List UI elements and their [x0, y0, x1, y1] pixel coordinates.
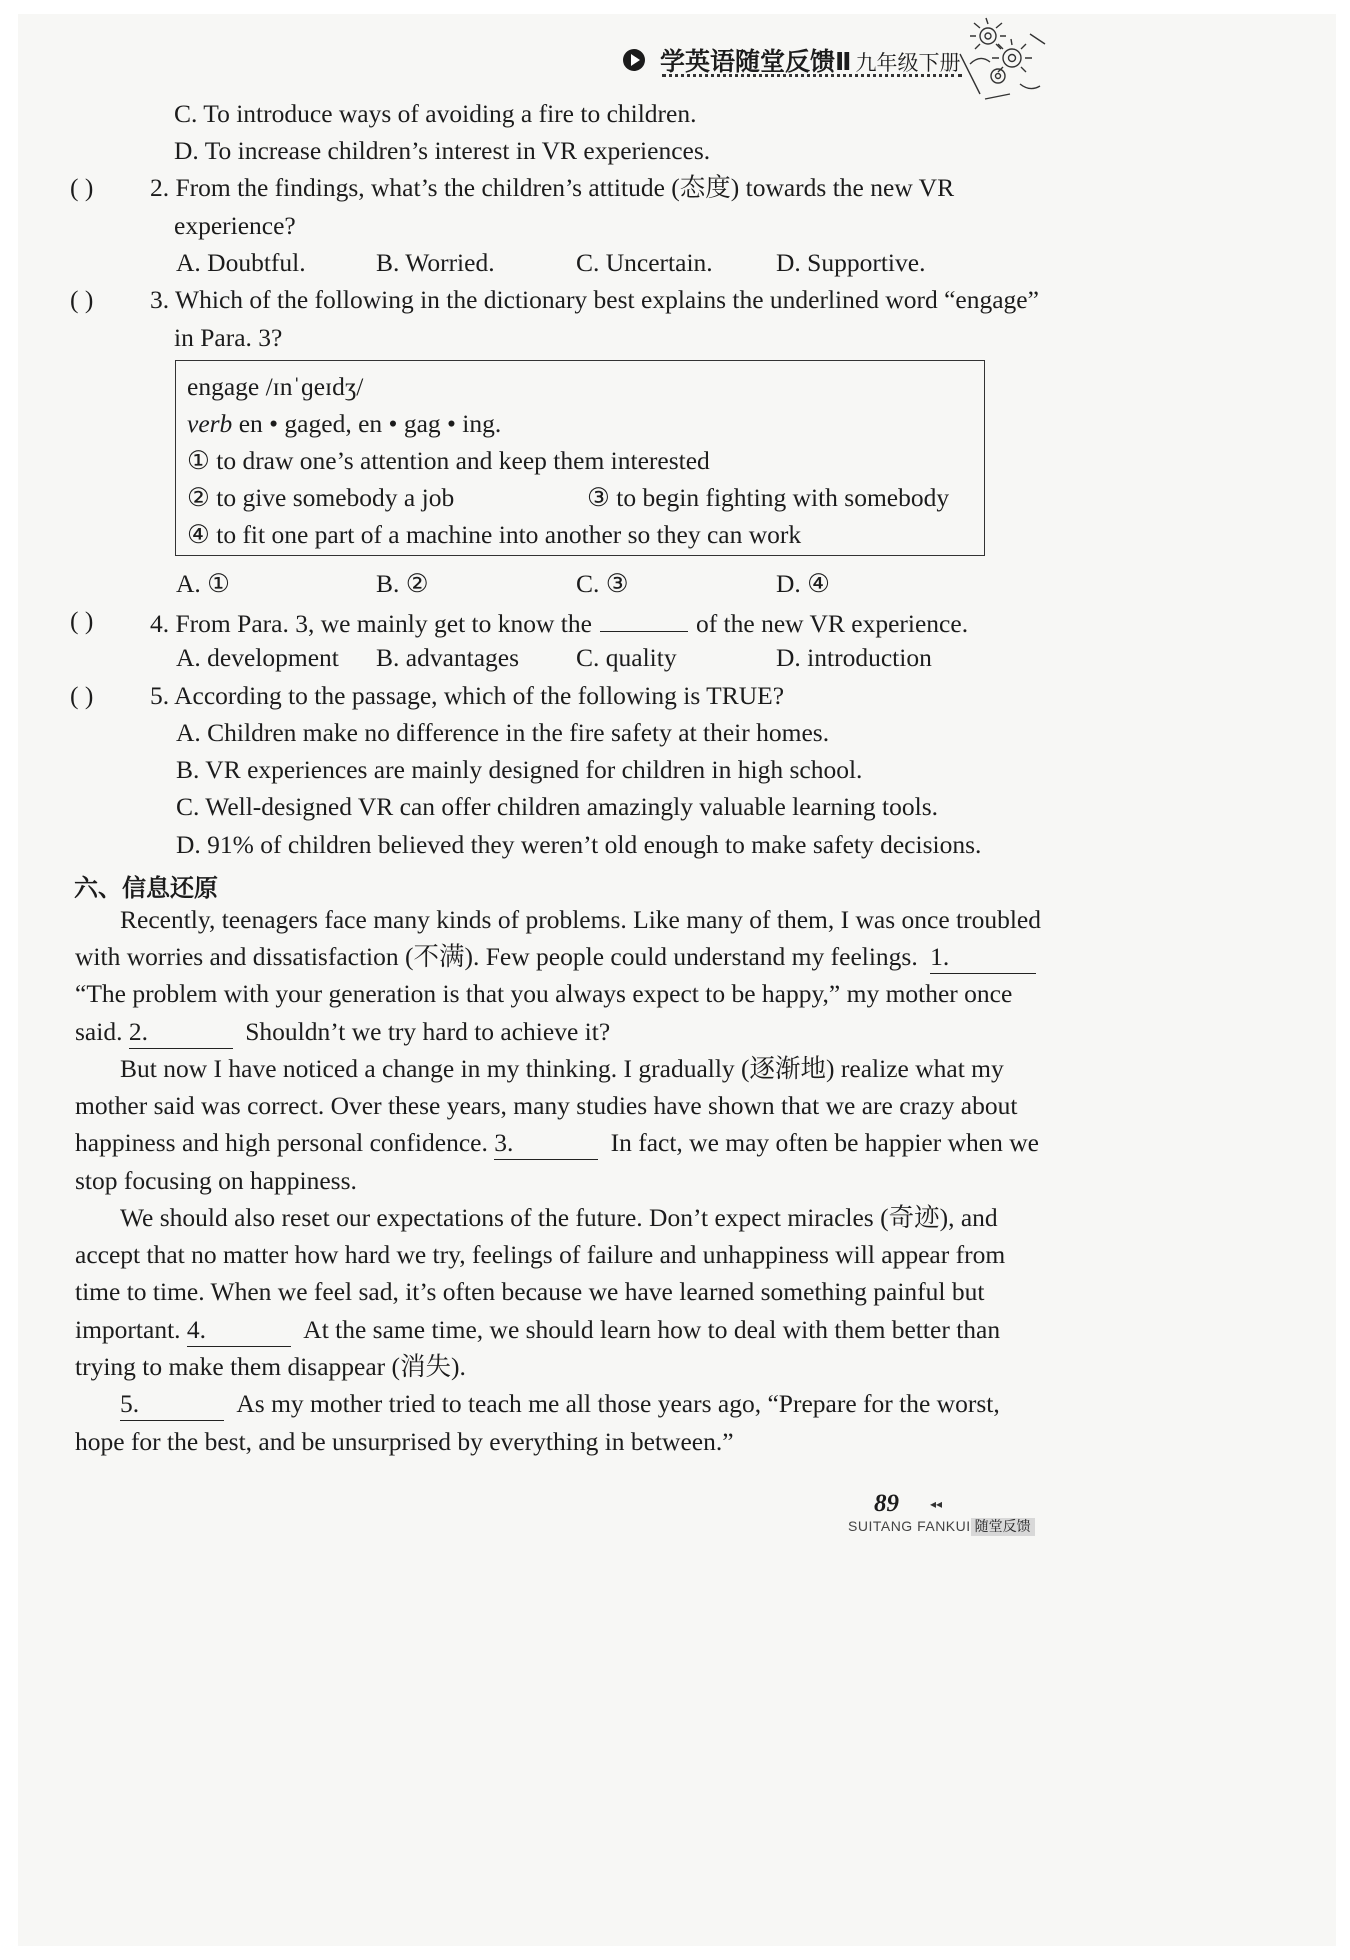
footer-brand-cn: 随堂反馈 [971, 1518, 1035, 1536]
q2-option-c[interactable]: C. Uncertain. [576, 248, 713, 277]
answer-bracket-q5[interactable]: ( ) [70, 681, 94, 710]
question-4-text-pre: 4. From Para. 3, we mainly get to know the [150, 609, 592, 638]
passage-line: stop focusing on happiness. [75, 1166, 357, 1195]
section-heading: 六、信息还原 [74, 874, 218, 902]
dictionary-sense-2: ② to give somebody a job [187, 483, 455, 512]
passage-line: trying to make them disappear (消失). [75, 1352, 466, 1381]
question-3-text-cont: in Para. 3? [174, 323, 283, 352]
question-4-blank[interactable] [600, 605, 688, 632]
dictionary-sense-4: ④ to fit one part of a machine into another so they can work [187, 520, 802, 549]
header-dotted-line [662, 74, 962, 77]
blank-3-number: 3. [494, 1128, 514, 1157]
blank-5[interactable] [120, 1388, 224, 1421]
footer-brand [848, 1516, 1035, 1536]
passage-line: hope for the best, and be unsurprised by everything in between.” [75, 1427, 734, 1456]
blank-4-number: 4. [186, 1315, 207, 1344]
q5-option-a[interactable]: A. Children make no difference in the fire safety at their homes. [176, 718, 830, 747]
q3-option-a[interactable]: A. ① [176, 569, 231, 598]
header-grade: 九年级下册 [855, 51, 961, 75]
dictionary-forms [187, 408, 501, 440]
q4-option-c[interactable]: C. quality [576, 643, 677, 672]
passage-text: important. [75, 1315, 181, 1344]
passage-line [75, 1314, 1000, 1347]
passage-text: happiness and high personal confidence. [75, 1128, 488, 1157]
question-3-text: 3. Which of the following in the dictionary best explains the underlined word “engage” [150, 285, 1039, 314]
dictionary-pos: verb [187, 409, 233, 438]
passage-text: Shouldn’t we try hard to achieve it? [245, 1017, 611, 1046]
passage-line [75, 1016, 610, 1049]
answer-bracket-q2[interactable]: ( ) [70, 173, 94, 202]
question-5-text: 5. According to the passage, which of the following is TRUE? [150, 681, 785, 710]
answer-bracket-q4[interactable]: ( ) [70, 606, 94, 635]
question-4-text [150, 605, 968, 640]
q5-option-b[interactable]: B. VR experiences are mainly designed for children in high school. [176, 755, 863, 784]
passage-line: accept that no matter how hard we try, feelings of failure and unhappiness will appear from [75, 1240, 1006, 1269]
question-2-text: 2. From the findings, what’s the children’s attitude (态度) towards the new VR [150, 173, 955, 202]
passage-line: mother said was correct. Over these years, many studies have shown that we are crazy about [75, 1091, 1018, 1120]
blank-2-number: 2. [128, 1017, 148, 1046]
question-2-text-cont: experience? [174, 211, 296, 240]
header [660, 42, 960, 78]
q5-option-d[interactable]: D. 91% of children believed they weren’t old enough to make safety decisions. [176, 830, 982, 859]
q4-option-d[interactable]: D. introduction [776, 643, 932, 672]
q2-option-d[interactable]: D. Supportive. [776, 248, 926, 277]
passage-text: In fact, we may often be happier when we [610, 1128, 1039, 1157]
passage-line: Recently, teenagers face many kinds of problems. Like many of them, I was once troubled [120, 905, 1042, 934]
q2-option-a[interactable]: A. Doubtful. [176, 248, 306, 277]
blank-1-number: 1. [930, 942, 950, 971]
dictionary-sense-3: ③ to begin fighting with somebody [587, 483, 950, 512]
header-title: 学英语随堂反馈 [660, 47, 836, 76]
q2-option-b[interactable]: B. Worried. [376, 248, 495, 277]
dictionary-sense-1: ① to draw one’s attention and keep them interested [187, 446, 710, 475]
passage-line [75, 1127, 1039, 1160]
dictionary-headword: engage /ɪnˈɡeɪdʒ/ [187, 372, 364, 401]
passage-line [120, 1388, 1000, 1421]
passage-line: We should also reset our expectations of the future. Don’t expect miracles (奇迹), and [120, 1203, 998, 1232]
option-c-prev: C. To introduce ways of avoiding a fire to children. [174, 99, 697, 128]
q4-option-a[interactable]: A. development [176, 643, 339, 672]
blank-2[interactable] [129, 1016, 233, 1049]
passage-text: with worries and dissatisfaction (不满). Few people could understand my feelings. [75, 942, 918, 971]
q3-option-b[interactable]: B. ② [376, 569, 429, 598]
passage-line: “The problem with your generation is that you always expect to be happy,” my mother once [75, 979, 1013, 1008]
passage-text: As my mother tried to teach me all those years ago, “Prepare for the worst, [236, 1389, 1000, 1418]
flower-decoration-icon [950, 14, 1050, 104]
q5-option-c[interactable]: C. Well-designed VR can offer children amazingly valuable learning tools. [176, 792, 939, 821]
play-icon [622, 48, 646, 72]
passage-text: At the same time, we should learn how to deal with them better than [303, 1315, 1001, 1344]
blank-5-number: 5. [120, 1389, 140, 1418]
header-roman: Ⅱ [835, 47, 852, 76]
blank-4[interactable] [187, 1314, 291, 1347]
passage-text: said. [75, 1017, 123, 1046]
page-number: 89 [874, 1490, 899, 1517]
footer-brand-en: SUITANG FANKUI [848, 1518, 971, 1534]
question-4-text-post: of the new VR experience. [695, 609, 969, 638]
passage-line [75, 941, 1036, 974]
option-d-prev: D. To increase children’s interest in VR experiences. [174, 136, 711, 165]
blank-1[interactable] [930, 941, 1036, 974]
q4-option-b[interactable]: B. advantages [376, 643, 520, 672]
passage-line: time to time. When we feel sad, it’s often because we have learned something painful but [75, 1277, 985, 1306]
passage-line: But now I have noticed a change in my thinking. I gradually (逐渐地) realize what my [120, 1054, 1004, 1083]
q3-option-c[interactable]: C. ③ [576, 569, 629, 598]
blank-3[interactable] [494, 1127, 598, 1160]
answer-bracket-q3[interactable]: ( ) [70, 285, 94, 314]
rewind-icon: ◂◂ [930, 1497, 943, 1511]
dictionary-inflections: en • gaged, en • gag • ing. [238, 409, 502, 438]
q3-option-d[interactable]: D. ④ [776, 569, 831, 598]
